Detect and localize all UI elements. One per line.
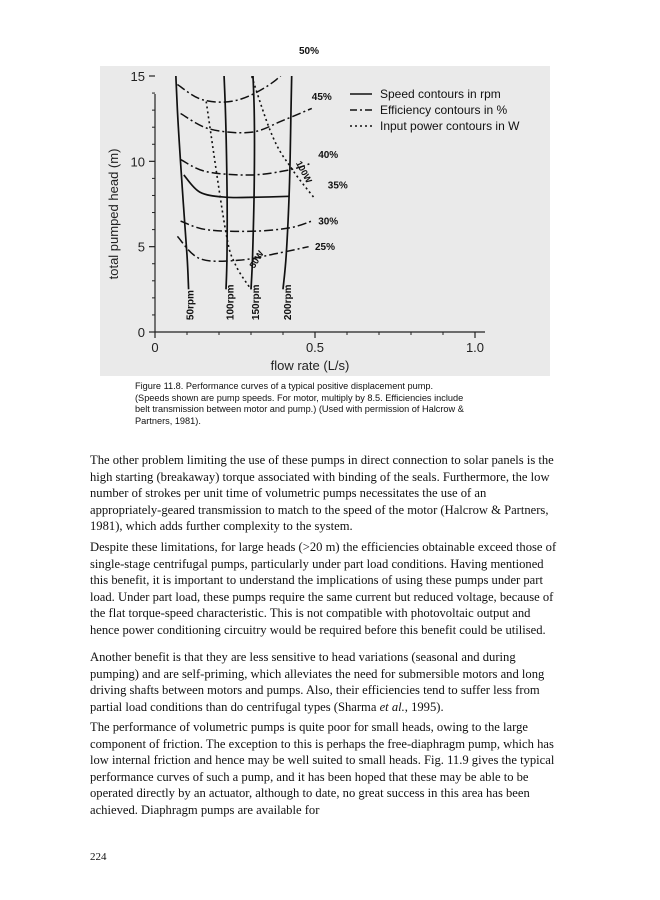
y-tick-label: 15: [130, 69, 145, 84]
curve-35pct: [184, 175, 290, 198]
curve-50rpm: [174, 33, 188, 289]
speed-label: 150rpm: [251, 284, 262, 321]
power-label: 100W: [294, 159, 314, 185]
y-tick-label: 5: [137, 239, 145, 255]
x-tick-label: 0.5: [305, 340, 325, 355]
body-paragraph: Despite these limitations, for large heads (>20 m) the efficiencies obtainable exceed those of single-stage centrifugal pumps, particularly under part load conditions. Having mentioned this benefit, it is important to understand the implications of using these pumps under part load. Under part load, these pumps require the same current but reduced voltage, because of the flat torque-speed characteristic. This is not compatible with photovoltaic output and hence power conditioning circuitry would be required before this benefit could be utilised.: [90, 540, 557, 637]
speed-label: 100rpm: [225, 284, 237, 321]
efficiency-label: 35%: [327, 180, 348, 192]
curve-40pct: [181, 160, 312, 175]
performance-chart: [100, 45, 550, 376]
legend-label: Efficiency contours in %: [380, 103, 508, 117]
paragraph-text: , 1995).: [404, 699, 444, 714]
curve-100rpm: [222, 33, 227, 289]
citation-etal: et al.: [379, 699, 405, 714]
x-axis-label: flow rate (L/s): [270, 358, 350, 373]
x-tick-label: 1.0: [465, 340, 485, 355]
body-paragraph: The other problem limiting the use of these pumps in direct connection to solar panels is the high starting (breakaway) torque associated with binding of the seals. Furthermore, the low number of strokes per unit time of volumetric pumps necessitates the use of an appropriately-geared transmission to match to the speed of the motor (Halcrow & Partners, 1981), which adds further complexity to the system.: [90, 453, 554, 534]
curve-25pct: [177, 236, 308, 261]
efficiency-label: 50%: [299, 45, 320, 57]
chart-labels: [185, 46, 348, 320]
chart-curves: [174, 33, 315, 289]
efficiency-label: 25%: [315, 242, 336, 254]
curve-50pct: [177, 50, 299, 102]
efficiency-label: 30%: [318, 216, 339, 228]
figure-11-8: [100, 45, 550, 376]
y-tick-label: 0: [137, 325, 145, 340]
efficiency-label: 40%: [318, 149, 339, 161]
legend-label: Speed contours in rpm: [380, 87, 501, 101]
paragraph-text: Another benefit is that they are less sensitive to head variations (seasonal and during pumping) and are self-priming, which alleviates the need for submersible motors and long driving shafts between motors and pumps. Also, their efficiencies tend to suffer less from partial load conditions than do centrifugal types (Sharma: [90, 650, 545, 714]
caption-line: Figure 11.8. Performance curves of a typical positive displacement pump.: [135, 381, 434, 391]
body-paragraph: The performance of volumetric pumps is quite poor for small heads, owing to the large component of friction. The exception to this is perhaps the free-diaphragm pump, which has low internal friction and hence may be well suited to small heads. Fig. 11.9 gives the typical performance curves of such a pump, and it has been hoped that these may be able to be operated directly by an actuator, although to date, no great success in this area has been achieved. Diaphragm pumps are available for: [90, 720, 555, 817]
efficiency-label: 45%: [311, 91, 332, 103]
speed-label: 200rpm: [283, 284, 294, 321]
power-label: 50W: [247, 248, 266, 270]
speed-label: 50rpm: [185, 290, 197, 321]
y-tick-label: 10: [130, 154, 145, 170]
body-paragraph: [90, 649, 558, 715]
page-number: 224: [90, 851, 107, 863]
caption-line: (Speeds shown are pump speeds. For motor, multiply by 8.5. Efficiencies include: [135, 392, 464, 403]
caption-line: Partners, 1981).: [135, 415, 201, 426]
curve-30pct: [181, 221, 312, 231]
figure-caption: [135, 381, 535, 427]
x-tick-label: 0: [151, 340, 159, 355]
legend-label: Input power contours in W: [380, 119, 520, 133]
caption-line: belt transmission between motor and pump.) (Used with permission of Halcrow &: [135, 404, 464, 415]
y-axis-label: total pumped head (m): [106, 148, 121, 280]
chart-legend: [350, 87, 520, 133]
curve-150rpm: [251, 33, 255, 289]
curve-45pct: [181, 108, 312, 132]
